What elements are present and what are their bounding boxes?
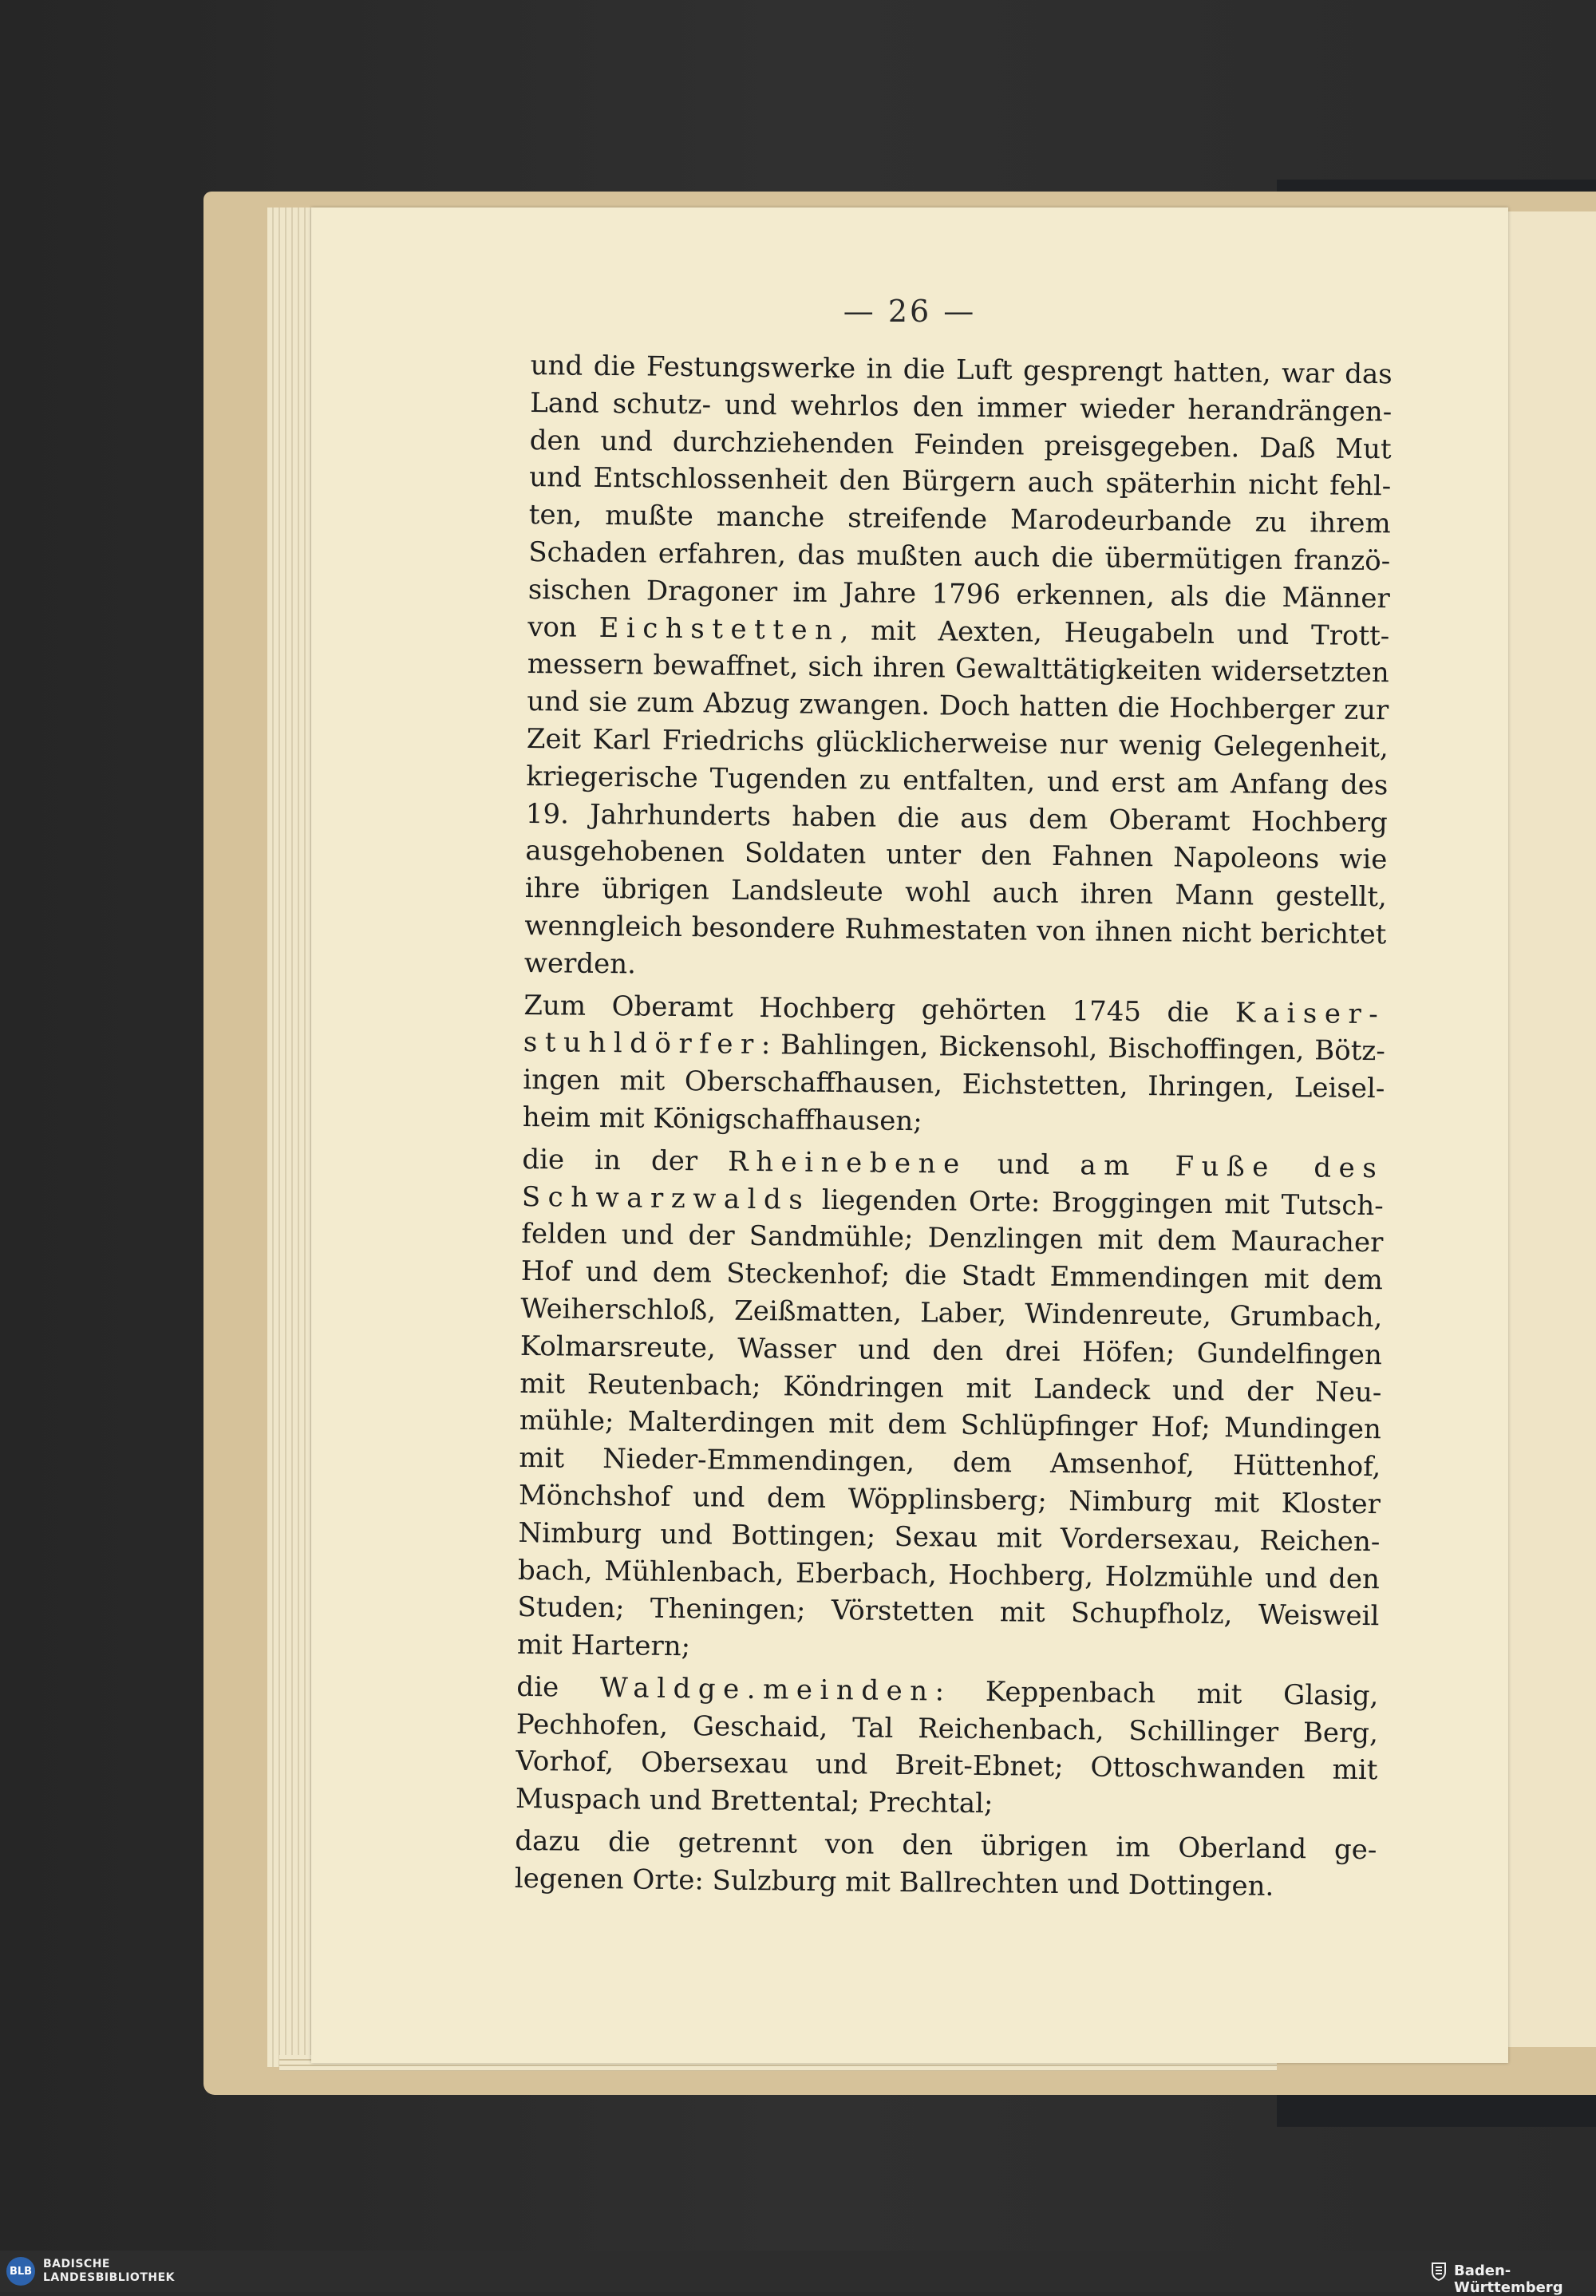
text-run: felden und der Sandmühle; Denzlingen mit dem Mauracher <box>521 1218 1384 1259</box>
baden-wuerttemberg-lions-icon <box>1430 2262 1448 2281</box>
text-run: mühle; Malterdingen mit dem Schlüpfinger Hof; Mundingen <box>519 1405 1382 1446</box>
text-run: Nimburg und Bottingen; Sexau mit Vordersexau, Reichen- <box>518 1516 1381 1558</box>
viewer-footer <box>0 2251 1596 2296</box>
text-run: Hof und dem Steckenhof; die Stadt Emmendingen mit dem <box>520 1255 1384 1297</box>
spaced-emphasis: Schwarzwalds <box>521 1180 811 1216</box>
page-number: — 26 — <box>843 294 977 329</box>
text-run: kriegerische Tugenden zu entfalten, und erst am Anfang des <box>526 760 1389 802</box>
text-run: 19. Jahrhunderts haben die aus dem Oberamt Hochberg <box>525 797 1389 839</box>
spaced-emphasis: Waldge.meinden <box>599 1671 935 1708</box>
spaced-emphasis: Kaiser- <box>1235 996 1386 1030</box>
text-run: Land schutz- und wehrlos den immer wieder herandrängen- <box>530 386 1393 429</box>
blb-logo-line1: BADISCHE <box>43 2258 110 2270</box>
page-edges-left <box>267 207 315 2067</box>
text-run: Vorhof, Obersexau und Breit-Ebnet; Ottoschwanden mit <box>516 1745 1378 1787</box>
text-run: Kolmarsreute, Wasser und den drei Höfen; Gundelfingen <box>519 1330 1383 1371</box>
page-text <box>515 347 1393 1907</box>
text-run: ausgehobenen Soldaten unter den Fahnen Napoleons wie <box>525 835 1388 876</box>
facing-page-edge <box>1504 211 1596 2047</box>
spaced-emphasis: Rheinebene <box>727 1145 967 1180</box>
text-run: ihre übrigen Landsleute wohl auch ihren Mann gestellt, <box>524 872 1388 914</box>
text-run: Mönchshof und dem Wöpplinsberg; Nimburg mit Kloster <box>518 1479 1381 1521</box>
text-run: Pechhofen, Geschaid, Tal Reichenbach, Schillinger Berg, <box>516 1708 1379 1749</box>
text-run: : Keppenbach mit Glasig, <box>934 1675 1379 1713</box>
text-run: und sie zum Abzug zwangen. Doch hatten die Hochberger zur <box>527 686 1389 727</box>
spaced-emphasis: Eichstetten <box>598 611 840 646</box>
text-run: dazu die getrennt von den übrigen im Oberland ge- <box>515 1824 1377 1867</box>
blb-logo-line2: LANDESBIBLIOTHEK <box>43 2271 176 2284</box>
blb-logo-text[interactable] <box>43 2258 175 2285</box>
text-run: Muspach und Brettental; Prechtal; <box>515 1783 994 1820</box>
text-run: und Entschlossenheit den Bürgern auch späterhin nicht fehl- <box>529 461 1392 503</box>
text-run: den und durchziehenden Feinden preisgegeben. Daß Mut <box>529 424 1392 465</box>
text-run: messern bewaffnet, sich ihren Gewalttätigkeiten widersetzten <box>527 648 1389 690</box>
text-run: und die Festungswerke in die Luft gesprengt hatten, war das <box>530 349 1393 391</box>
text-run: : Bahlingen, Bickensohl, Bischoffingen, Bötz- <box>760 1029 1386 1068</box>
text-run: ingen mit Oberschaffhausen, Eichstetten, Ihringen, Leisel- <box>523 1064 1385 1105</box>
text-run: werden. <box>523 946 637 981</box>
text-run: Zum Oberamt Hochberg gehörten 1745 die <box>523 989 1236 1029</box>
spaced-emphasis: am Fuße des <box>1080 1148 1385 1184</box>
text-run: die in der <box>522 1143 729 1178</box>
text-run: Zeit Karl Friedrichs glücklicherweise nur wenig Gelegenheit, <box>526 722 1389 765</box>
spaced-emphasis: stuhldörfer <box>523 1026 762 1061</box>
text-run: mit Reutenbach; Köndringen mit Landeck und der Neu- <box>519 1367 1382 1409</box>
text-run: , mit Aexten, Heugabeln und Trott- <box>839 614 1390 652</box>
text-run: wenngleich besondere Ruhmestaten von ihnen nicht berichtet <box>524 909 1387 951</box>
text-run: heim mit Königschaffhausen; <box>522 1101 922 1138</box>
text-run: Schaden erfahren, das mußten auch die übermütigen franzö- <box>528 535 1391 578</box>
text-run: und <box>966 1148 1080 1181</box>
text-run: mit Nieder-Emmendingen, dem Amsenhof, Hüttenhof, <box>519 1442 1381 1484</box>
text-run: sischen Dragoner im Jahre 1796 erkennen, als die Männer <box>527 573 1390 615</box>
blb-logo-icon[interactable]: BLB <box>6 2257 35 2286</box>
text-run: Studen; Theningen; Vörstetten mit Schupfholz, Weisweil <box>517 1591 1380 1633</box>
text-run: mit Hartern; <box>516 1629 691 1663</box>
baden-wuerttemberg-label[interactable]: Baden-Württemberg <box>1454 2262 1563 2296</box>
text-run: Weiherschloß, Zeißmatten, Laber, Windenreute, Grumbach, <box>520 1292 1383 1334</box>
text-run: die <box>516 1670 601 1704</box>
text-run: legenen Orte: Sulzburg mit Ballrechten und Dottingen. <box>514 1862 1274 1903</box>
text-run: von <box>527 611 599 644</box>
book-page <box>311 207 1508 2063</box>
text-run: ten, mußte manche streifende Marodeurbande zu ihrem <box>528 499 1391 540</box>
text-run: liegenden Orte: Broggingen mit Tutsch- <box>810 1184 1385 1222</box>
text-run: bach, Mühlenbach, Eberbach, Hochberg, Holzmühle und den <box>517 1554 1381 1595</box>
